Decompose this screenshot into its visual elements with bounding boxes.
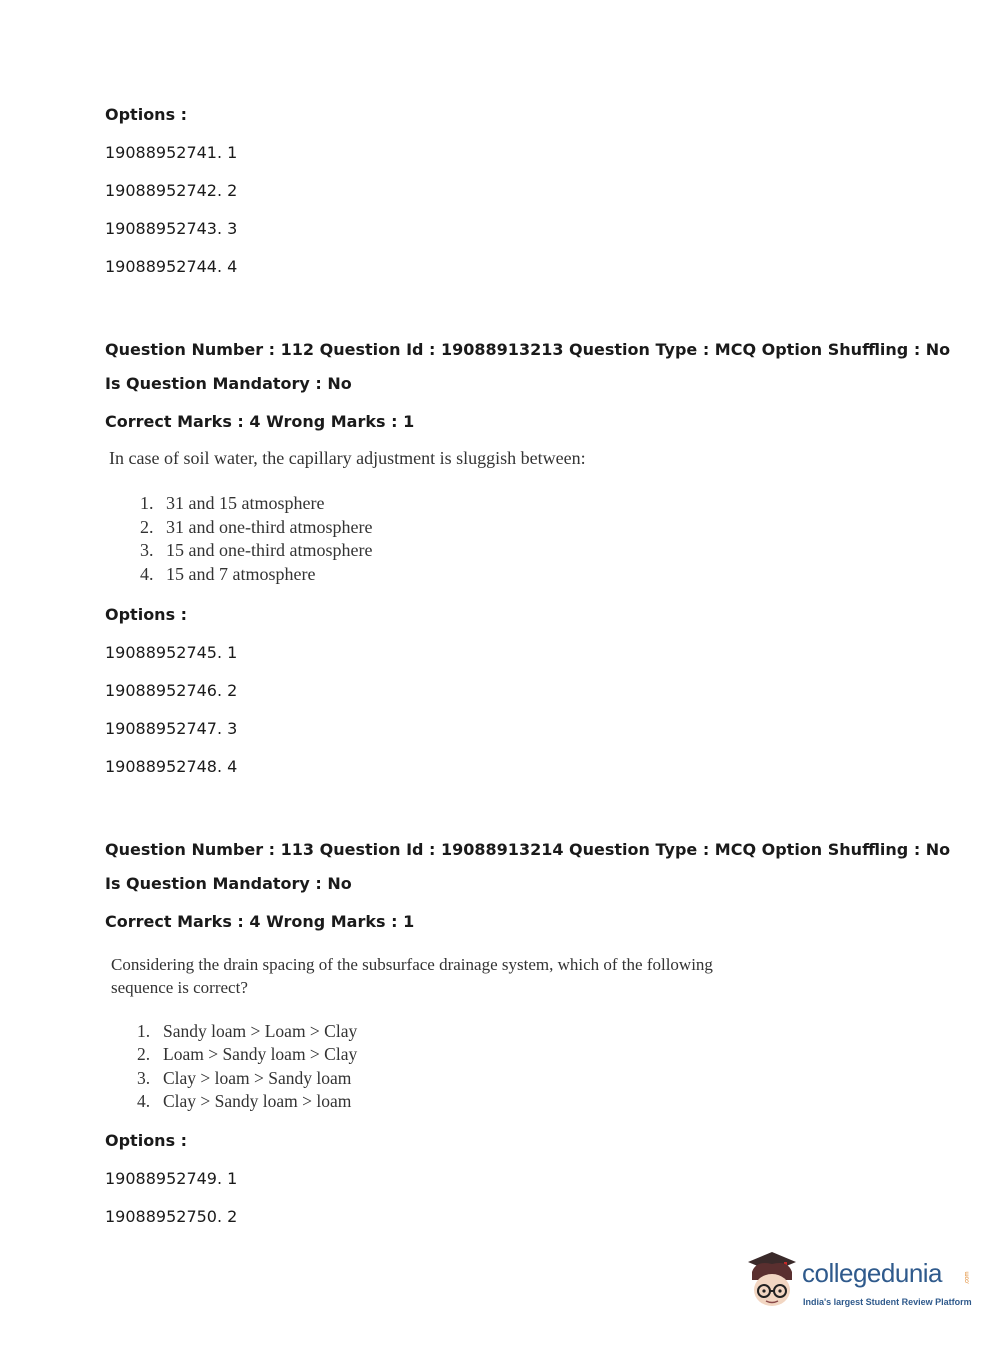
collegedunia-logo[interactable] bbox=[742, 1250, 972, 1318]
question-header: Question Number : 113 Question Id : 19088913214 Question Type : MCQ Option Shuffling : No bbox=[105, 840, 951, 859]
choice-item: 3. 15 and one-third atmosphere bbox=[140, 540, 373, 560]
options-label: Options : bbox=[105, 605, 188, 624]
option-item: 19088952748. 4 bbox=[105, 757, 238, 776]
question-text-line: Considering the drain spacing of the subsurface drainage system, which of the following bbox=[111, 955, 713, 974]
question-mandatory: Is Question Mandatory : No bbox=[105, 374, 352, 393]
logo-wordmark: collegedunia bbox=[802, 1258, 943, 1288]
option-item: 19088952745. 1 bbox=[105, 643, 238, 662]
option-item: 19088952743. 3 bbox=[105, 219, 238, 238]
choice-item: 2. Loam > Sandy loam > Clay bbox=[137, 1044, 358, 1065]
options-label: Options : bbox=[105, 1131, 188, 1150]
question-marks: Correct Marks : 4 Wrong Marks : 1 bbox=[105, 912, 415, 931]
option-item: 19088952741. 1 bbox=[105, 143, 238, 162]
question-text-line: sequence is correct? bbox=[111, 978, 248, 997]
option-item: 19088952742. 2 bbox=[105, 181, 238, 200]
question-choices bbox=[137, 1020, 357, 1113]
option-item: 19088952750. 2 bbox=[105, 1207, 238, 1226]
options-label: Options : bbox=[105, 105, 188, 124]
choice-item: 4. 15 and 7 atmosphere bbox=[140, 563, 316, 584]
student-mascot-icon bbox=[742, 1250, 802, 1318]
logo-suffix: .com bbox=[964, 1271, 971, 1285]
option-item: 19088952746. 2 bbox=[105, 681, 238, 700]
option-item: 19088952749. 1 bbox=[105, 1169, 238, 1188]
question-header: Question Number : 112 Question Id : 19088913213 Question Type : MCQ Option Shuffling : No bbox=[105, 340, 951, 359]
choice-item: 1. Sandy loam > Loam > Clay bbox=[137, 1021, 358, 1041]
question-marks: Correct Marks : 4 Wrong Marks : 1 bbox=[105, 412, 415, 431]
question-mandatory: Is Question Mandatory : No bbox=[105, 874, 352, 893]
choice-item: 4. Clay > Sandy loam > loam bbox=[137, 1090, 352, 1111]
choice-item: 2. 31 and one-third atmosphere bbox=[140, 516, 373, 537]
question-text: In case of soil water, the capillary adjustment is sluggish between: bbox=[109, 448, 586, 468]
option-item: 19088952744. 4 bbox=[105, 257, 238, 276]
option-item: 19088952747. 3 bbox=[105, 719, 238, 738]
choice-item: 1. 31 and 15 atmosphere bbox=[140, 493, 325, 513]
question-choices bbox=[140, 492, 372, 586]
question-text bbox=[111, 953, 713, 999]
logo-tagline: India's largest Student Review Platform bbox=[803, 1297, 972, 1307]
choice-item: 3. Clay > loam > Sandy loam bbox=[137, 1067, 352, 1088]
